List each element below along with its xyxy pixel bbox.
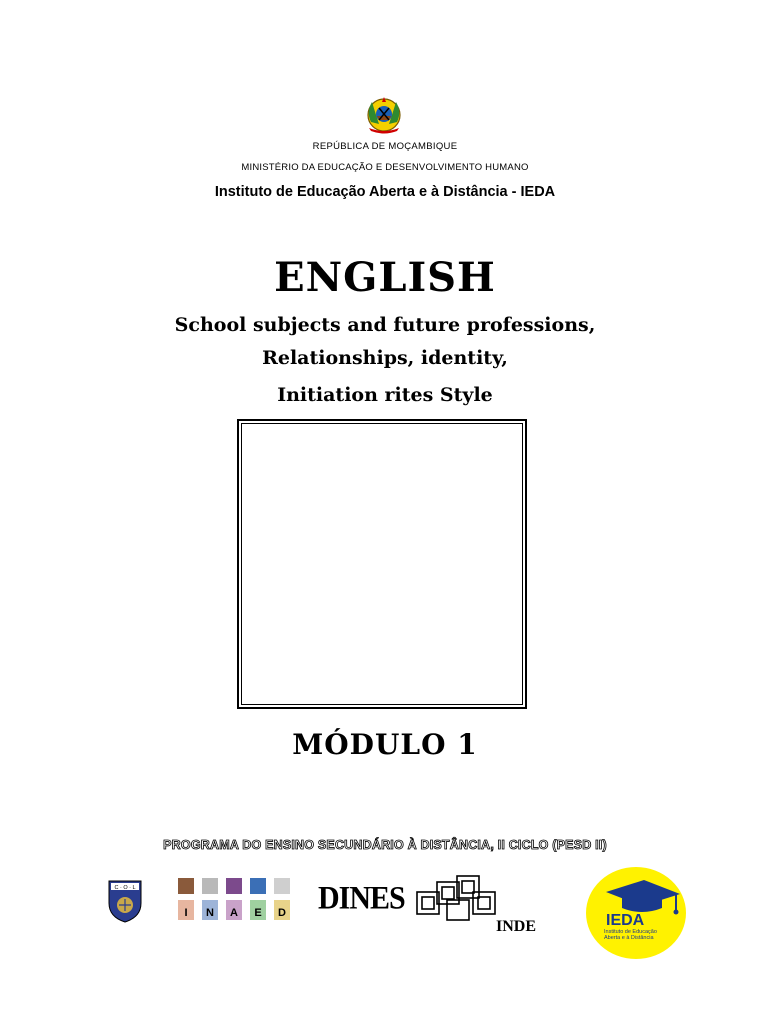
inde-logo-text: INDE bbox=[496, 918, 537, 935]
cover-image-frame-inner bbox=[241, 423, 523, 705]
ieda-logo bbox=[584, 866, 688, 960]
institute-name: Instituto de Educação Aberta e à Distância - IEDA bbox=[214, 184, 556, 200]
dines-logo: DINES bbox=[318, 880, 405, 917]
subtitle-line-2: Relationships, identity, bbox=[262, 347, 508, 369]
inde-logo-mark bbox=[413, 874, 503, 924]
document-title: ENGLISH bbox=[274, 254, 496, 301]
subtitle-line-3: Initiation rites Style bbox=[277, 384, 493, 406]
subtitle-line-1: School subjects and future professions, bbox=[174, 314, 596, 336]
inaed-letter-a: A bbox=[230, 907, 238, 919]
ieda-logo-text: IEDA bbox=[606, 912, 645, 929]
mozambique-coat-of-arms-icon bbox=[361, 94, 407, 136]
module-label: MÓDULO 1 bbox=[292, 728, 478, 761]
col-shield-logo bbox=[107, 879, 143, 923]
ministry-name: MINISTÉRIO DA EDUCAÇÃO E DESENVOLVIMENTO HUMANO bbox=[241, 162, 529, 173]
inaed-letter-d: D bbox=[278, 907, 286, 919]
inaed-logo bbox=[176, 876, 296, 924]
program-name: PROGRAMA DO ENSINO SECUNDÁRIO À DISTÂNCIA, II CICLO (PESD II) bbox=[163, 838, 607, 852]
inaed-letter-i: I bbox=[184, 907, 188, 919]
inaed-letter-e: E bbox=[254, 907, 262, 919]
inaed-letter-n: N bbox=[206, 907, 214, 919]
cover-image-frame bbox=[237, 419, 527, 709]
ieda-logo-subtext: Instituto de Educação Aberta e à Distância bbox=[604, 929, 657, 941]
republic-name: REPÚBLICA DE MOÇAMBIQUE bbox=[312, 141, 458, 152]
col-logo-text: C · O · L bbox=[114, 885, 136, 891]
